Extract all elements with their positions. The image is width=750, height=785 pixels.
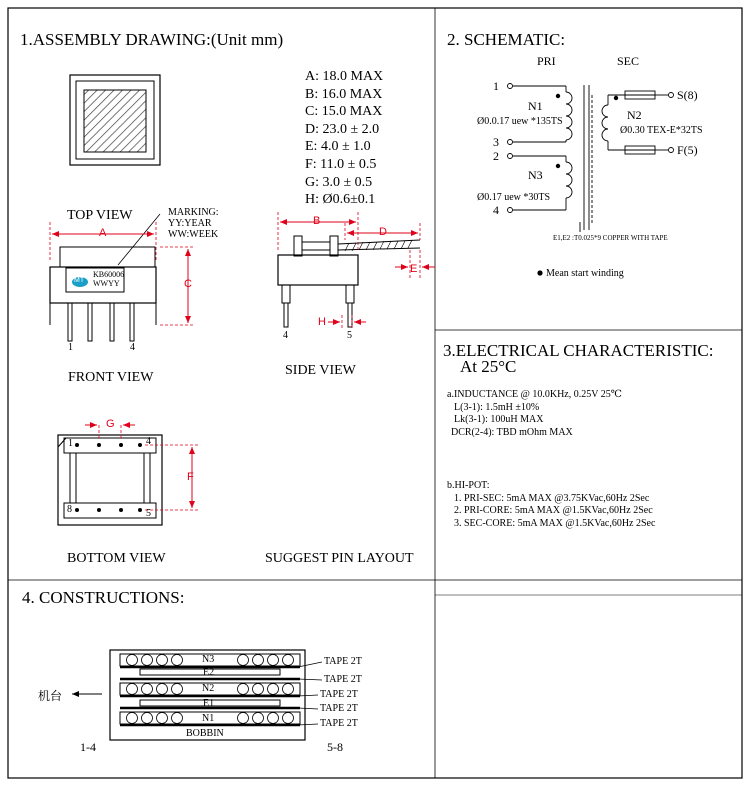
dim-letter-g: G bbox=[106, 418, 115, 430]
pri-label: PRI bbox=[537, 54, 556, 68]
tape-label-5: TAPE 2T bbox=[320, 718, 358, 729]
product-marking bbox=[93, 270, 124, 288]
machine-side-label: 机台 bbox=[38, 689, 63, 703]
dim-letter-h: H bbox=[318, 316, 326, 328]
dim-letter-c: C bbox=[184, 278, 192, 290]
hipot-title: b.HI-POT: bbox=[447, 480, 490, 491]
electrical-title-line2: At 25°C bbox=[460, 357, 517, 376]
assembly-drawing-title: 1.ASSEMBLY DRAWING:(Unit mm) bbox=[20, 30, 284, 49]
hipot-line-3: 3. SEC-CORE: 5mA MAX @1.5KVac,60Hz 2Sec bbox=[454, 517, 656, 529]
front-view-label: FRONT VIEW bbox=[68, 370, 154, 385]
tape-label-3: TAPE 2T bbox=[320, 689, 358, 700]
inductance-lk: Lk(3-1): 100uH MAX bbox=[454, 414, 544, 425]
n1-spec: Ø0.0.17 uew *135TS bbox=[477, 116, 563, 127]
dim-a-spec: A: 18.0 MAX bbox=[305, 69, 384, 84]
front-view-drawing bbox=[50, 247, 156, 341]
dim-letter-f: F bbox=[187, 471, 194, 483]
dim-letter-b: B bbox=[313, 215, 321, 227]
dim-letter-d: D bbox=[379, 226, 387, 238]
hipot-line-1: 1. PRI-SEC: 5mA MAX @3.75KVac,60Hz 2Sec bbox=[454, 492, 650, 504]
dim-letter-e: E bbox=[410, 263, 418, 275]
constructions-title: 4. CONSTRUCTIONS: bbox=[22, 588, 185, 607]
marking-week: WW:WEEK bbox=[168, 229, 219, 240]
sec-label: SEC bbox=[617, 54, 640, 68]
marking-year: YY:YEAR bbox=[168, 218, 212, 229]
pin-layout-label: SUGGEST PIN LAYOUT bbox=[265, 551, 414, 566]
dcr-line: DCR(2-4): TBD mOhm MAX bbox=[451, 426, 573, 438]
n2-name: N2 bbox=[627, 108, 642, 122]
schematic-pin-s8: S(8) bbox=[677, 88, 698, 102]
inductance-l: L(3-1): 1.5mH ±10% bbox=[454, 401, 540, 413]
tape-label-4: TAPE 2T bbox=[320, 703, 358, 714]
side-view-drawing bbox=[278, 236, 420, 327]
bobbin-label: BOBBIN bbox=[186, 728, 224, 739]
tape-label-2: TAPE 2T bbox=[324, 674, 362, 685]
inductance-title: a.INDUCTANCE @ 10.0KHz, 0.25V 25℃ bbox=[447, 389, 622, 400]
hipot-block bbox=[447, 480, 655, 530]
tape-label-1: TAPE 2T bbox=[324, 656, 362, 667]
logo-text: MT bbox=[74, 277, 85, 284]
dim-d-spec: D: 23.0 ± 2.0 bbox=[305, 121, 380, 137]
schematic-pin-4: 4 bbox=[493, 203, 499, 217]
hipot-line-2: 2. PRI-CORE: 5mA MAX @1.5KVac,60Hz 2Sec bbox=[454, 505, 653, 516]
bottom-pin-8: 8 bbox=[67, 504, 72, 515]
top-view-label: TOP VIEW bbox=[67, 208, 133, 223]
bottom-pin-1: 1 bbox=[68, 438, 73, 449]
n2-spec: Ø0.30 TEX-E*32TS bbox=[620, 125, 703, 136]
dim-e-spec: E: 4.0 ± 1.0 bbox=[305, 139, 371, 155]
layer-n3: N3 bbox=[202, 654, 215, 665]
schematic-pin-2: 2 bbox=[493, 149, 499, 163]
electrical-title-line1: 3.ELECTRICAL CHARACTERISTIC: bbox=[443, 341, 714, 360]
n1-name: N1 bbox=[528, 99, 543, 113]
schematic-title: 2. SCHEMATIC: bbox=[447, 30, 566, 49]
marking-title: MARKING: bbox=[168, 207, 219, 218]
front-pin-1: 1 bbox=[68, 342, 73, 353]
n3-name: N3 bbox=[528, 168, 543, 182]
dim-g-spec: G: 3.0 ± 0.5 bbox=[305, 174, 373, 190]
layer-e2: E2 bbox=[203, 667, 215, 678]
dimension-list bbox=[305, 68, 383, 209]
date-code: WWYY bbox=[93, 279, 120, 288]
dim-h-spec: H: Ø0.6±0.1 bbox=[305, 192, 376, 208]
layer-e1: E1 bbox=[203, 698, 215, 709]
bottom-view-label: BOTTOM VIEW bbox=[67, 551, 166, 566]
layer-n2: N2 bbox=[202, 683, 215, 694]
side-pin-4: 4 bbox=[283, 330, 288, 341]
front-pin-4: 4 bbox=[130, 342, 135, 353]
side-dim-lines bbox=[278, 212, 420, 330]
top-view-drawing bbox=[70, 75, 160, 165]
inductance-block bbox=[447, 389, 622, 439]
dim-c-spec: C: 15.0 MAX bbox=[305, 104, 383, 120]
dim-f-spec: F: 11.0 ± 0.5 bbox=[305, 156, 377, 172]
left-pins-label: 1-4 bbox=[80, 740, 96, 754]
schematic-pin-1: 1 bbox=[493, 79, 499, 93]
bottom-pin-4: 4 bbox=[146, 436, 151, 447]
layer-n1: N1 bbox=[202, 713, 215, 724]
dim-letter-a: A bbox=[99, 227, 107, 239]
schematic-pin-f5: F(5) bbox=[677, 143, 698, 157]
shield-note: E1,E2 :T0.025*9 COPPER WITH TAPE bbox=[553, 234, 668, 242]
n3-spec: Ø0.17 uew *30TS bbox=[477, 192, 551, 203]
start-winding-legend: Mean start winding bbox=[546, 268, 624, 279]
bottom-pin-5: 5 bbox=[146, 508, 151, 519]
side-view-label: SIDE VIEW bbox=[285, 363, 356, 378]
side-pin-5: 5 bbox=[347, 330, 352, 341]
schematic-pin-3: 3 bbox=[493, 135, 499, 149]
marking-note bbox=[168, 207, 219, 240]
construction-drawing bbox=[110, 650, 322, 740]
part-number: KB60006 bbox=[93, 270, 125, 279]
dim-b-spec: B: 16.0 MAX bbox=[305, 86, 383, 102]
right-pins-label: 5-8 bbox=[327, 740, 343, 754]
